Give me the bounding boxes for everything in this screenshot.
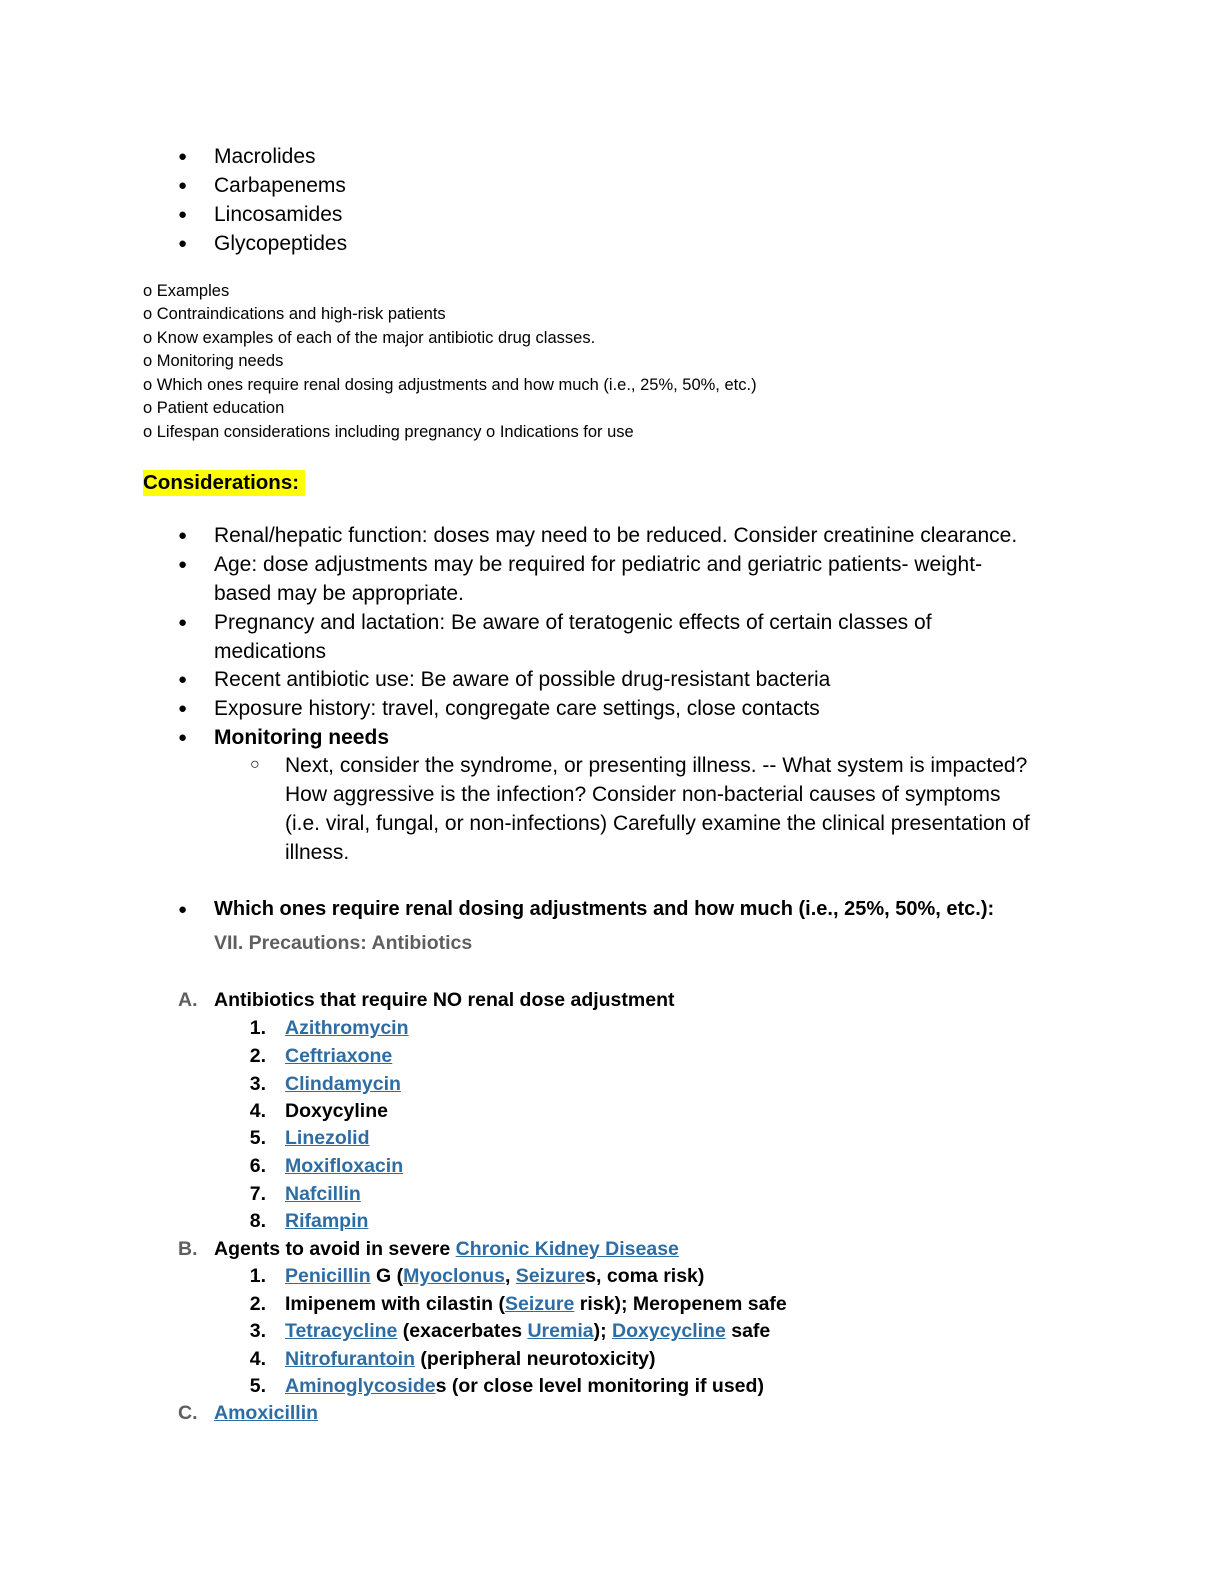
list-item: Renal/hepatic function: doses may need to be reduced. Consider creatinine clearance.	[214, 524, 1018, 547]
drug-link[interactable]: Linezolid	[285, 1127, 370, 1149]
nitrofurantoin-link[interactable]: Nitrofurantoin	[285, 1348, 415, 1370]
list-number: 4.	[249, 1100, 266, 1122]
seizure-link[interactable]: Seizure	[515, 1265, 586, 1287]
sub-list-item: Next, consider the syndrome, or presenting illness. -- What system is impacted?	[285, 754, 1028, 777]
list-number: 3.	[249, 1073, 266, 1095]
list-item-continuation: medications	[214, 640, 327, 663]
text-span: (peripheral neurotoxicity)	[414, 1348, 656, 1370]
list-number: 4.	[249, 1348, 266, 1370]
list-number: 5.	[249, 1127, 266, 1149]
section-marker: A.	[178, 989, 198, 1011]
sub-list-item-continuation: illness.	[285, 841, 350, 864]
list-number: 7.	[249, 1183, 266, 1205]
text-span: G (	[370, 1265, 404, 1287]
bullet-icon: ●	[178, 148, 188, 165]
text-span: s, coma risk)	[585, 1265, 705, 1287]
bullet-icon: ●	[178, 729, 188, 746]
myoclonus-link[interactable]: Myoclonus	[403, 1265, 505, 1287]
bullet-icon: ●	[178, 614, 188, 631]
ckd-link[interactable]: Chronic Kidney Disease	[455, 1238, 679, 1260]
bullet-icon: ●	[178, 901, 188, 918]
text-span: Imipenem with cilastin (	[285, 1293, 505, 1315]
list-number: 2.	[249, 1293, 266, 1315]
list-number: 6.	[249, 1155, 266, 1177]
bullet-icon: ●	[178, 527, 188, 544]
topic-line: o Lifespan considerations including pregnancy o Indications for use	[143, 423, 634, 441]
considerations-heading: Considerations:	[143, 470, 305, 496]
bullet-icon: ●	[178, 700, 188, 717]
section-title: Antibiotics that require NO renal dose adjustment	[214, 989, 675, 1011]
text-span: s (or close level monitoring if used)	[435, 1375, 764, 1397]
list-item: Age: dose adjustments may be required for pediatric and geriatric patients- weight-	[214, 553, 983, 576]
bullet-icon: ●	[178, 177, 188, 194]
drug-link[interactable]: Azithromycin	[285, 1017, 409, 1039]
sub-list-item-continuation: How aggressive is the infection? Consider non-bacterial causes of symptoms	[285, 783, 1001, 806]
text-span: risk); Meropenem safe	[574, 1293, 787, 1315]
list-number: 3.	[249, 1320, 266, 1342]
aminoglycoside-link[interactable]: Aminoglycoside	[285, 1375, 436, 1397]
list-number: 5.	[249, 1375, 266, 1397]
uremia-link[interactable]: Uremia	[527, 1320, 594, 1342]
list-item	[285, 1348, 656, 1371]
list-item	[285, 1320, 770, 1343]
list-item: Pregnancy and lactation: Be aware of teratogenic effects of certain classes of	[214, 611, 932, 634]
list-item: Lincosamides	[214, 203, 343, 226]
list-number: 1.	[249, 1017, 266, 1039]
amoxicillin-link[interactable]: Amoxicillin	[214, 1402, 319, 1424]
list-item: Macrolides	[214, 145, 316, 168]
text-span: );	[593, 1320, 612, 1342]
list-item: Carbapenems	[214, 174, 346, 197]
topic-line: o Know examples of each of the major antibiotic drug classes.	[143, 329, 596, 347]
drug-link[interactable]: Moxifloxacin	[285, 1155, 404, 1177]
doxycycline-link[interactable]: Doxycycline	[612, 1320, 726, 1342]
section-marker: C.	[178, 1402, 198, 1424]
bullet-icon: ●	[178, 206, 188, 223]
bullet-icon: ●	[178, 556, 188, 573]
topic-line: o Contraindications and high-risk patients	[143, 305, 446, 323]
list-item: Recent antibiotic use: Be aware of possible drug-resistant bacteria	[214, 668, 831, 691]
list-item	[285, 1293, 787, 1316]
renal-heading: Which ones require renal dosing adjustments and how much (i.e., 25%, 50%, etc.):	[214, 898, 995, 920]
drug-link[interactable]: Ceftriaxone	[285, 1045, 393, 1067]
precautions-title: VII. Precautions: Antibiotics	[214, 932, 473, 954]
tetracycline-link[interactable]: Tetracycline	[285, 1320, 398, 1342]
section-marker: B.	[178, 1238, 198, 1260]
list-item-continuation: based may be appropriate.	[214, 582, 464, 605]
topic-line: o Examples	[143, 282, 230, 300]
monitoring-needs-item: Monitoring needs	[214, 726, 389, 749]
section-title-text: Agents to avoid in severe	[214, 1238, 456, 1260]
bullet-icon: ●	[178, 235, 188, 252]
seizure-link[interactable]: Seizure	[504, 1293, 575, 1315]
drug-name: Doxycyline	[285, 1100, 388, 1122]
drug-link[interactable]: Nafcillin	[285, 1183, 361, 1205]
list-item: Glycopeptides	[214, 232, 348, 255]
text-span: ,	[504, 1265, 516, 1287]
drug-link[interactable]: Rifampin	[285, 1210, 369, 1232]
drug-link[interactable]: Clindamycin	[285, 1073, 401, 1095]
topic-line: o Which ones require renal dosing adjustments and how much (i.e., 25%, 50%, etc.)	[143, 376, 757, 394]
list-item	[285, 1265, 704, 1288]
list-number: 1.	[249, 1265, 266, 1287]
topic-line: o Monitoring needs	[143, 352, 284, 370]
section-title	[214, 1238, 679, 1261]
list-number: 8.	[249, 1210, 266, 1232]
topic-line: o Patient education	[143, 399, 285, 417]
list-number: 2.	[249, 1045, 266, 1067]
sub-list-item-continuation: (i.e. viral, fungal, or non-infections) Carefully examine the clinical presentation of	[285, 812, 1030, 835]
penicillin-link[interactable]: Penicillin	[285, 1265, 371, 1287]
text-span: safe	[725, 1320, 771, 1342]
bullet-icon: ●	[178, 671, 188, 688]
list-item: Exposure history: travel, congregate care settings, close contacts	[214, 697, 820, 720]
text-span: (exacerbates	[397, 1320, 528, 1342]
list-item	[285, 1375, 764, 1398]
sub-bullet-icon: ○	[250, 756, 260, 773]
